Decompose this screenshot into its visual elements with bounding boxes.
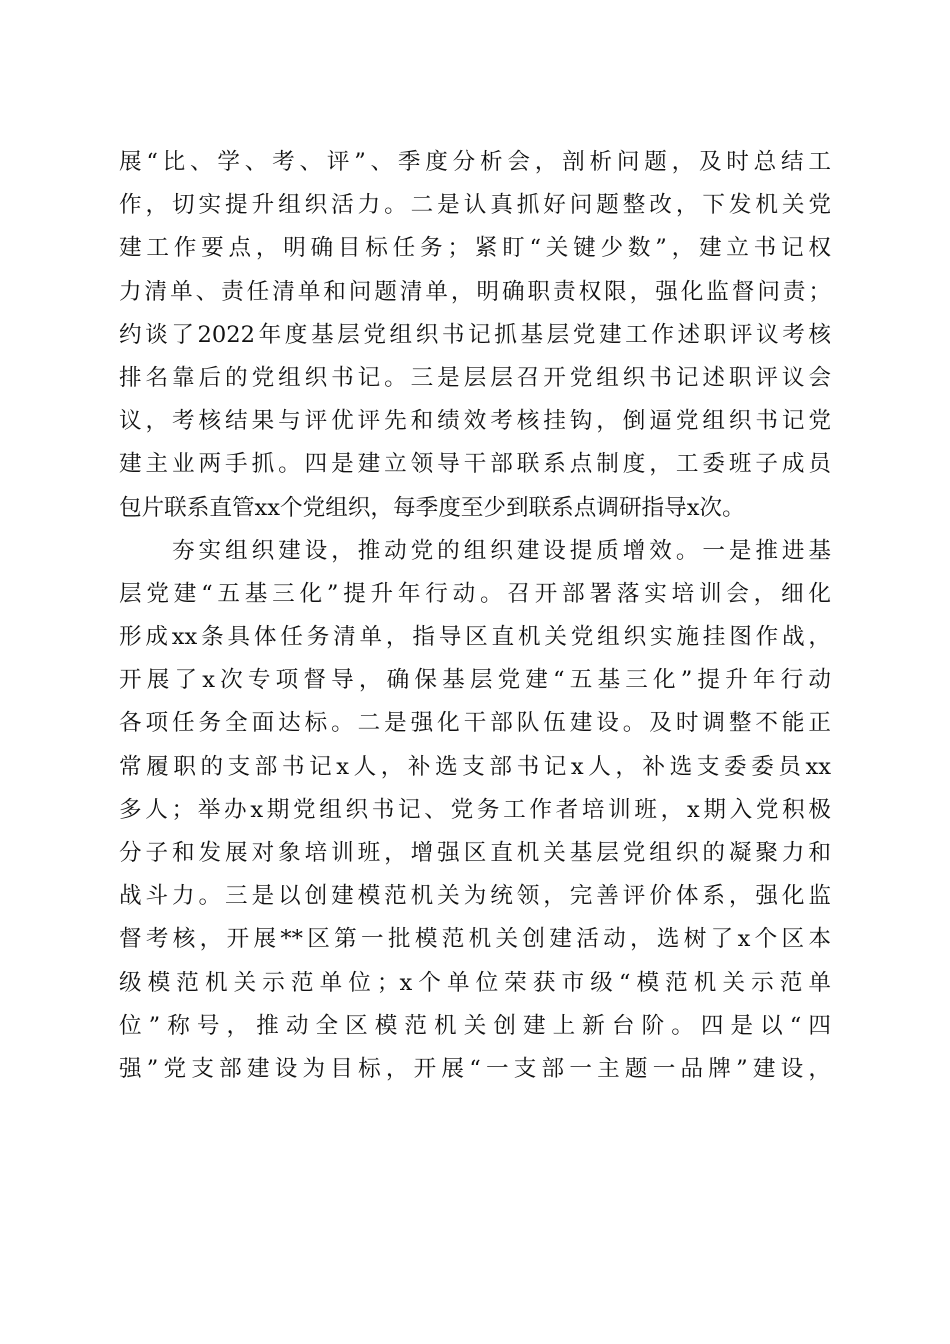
text-line: 夯实组织建设，推动党的组织建设提质增效。一是推进基 bbox=[119, 537, 831, 564]
text-line: 级模范机关示范单位；x个单位荣获市级“模范机关示范单 bbox=[119, 969, 831, 996]
text-line: 督考核，开展**区第一批模范机关创建活动，选树了x个区本 bbox=[119, 926, 831, 953]
text-line: 约谈了2022年度基层党组织书记抓基层党建工作述职评议考核 bbox=[119, 321, 831, 348]
text-line: 战斗力。三是以创建模范机关为统领，完善评价体系，强化监 bbox=[119, 883, 831, 910]
text-line: 各项任务全面达标。二是强化干部队伍建设。及时调整不能正 bbox=[119, 710, 831, 737]
text-line: 排名靠后的党组织书记。三是层层召开党组织书记述职评议会 bbox=[119, 364, 831, 391]
text-line: 常履职的支部书记x人，补选支部书记x人，补选支委委员xx bbox=[119, 753, 831, 780]
text-line: 层党建“五基三化”提升年行动。召开部署落实培训会，细化 bbox=[119, 580, 831, 607]
text-line: 展“比、学、考、评”、季度分析会，剖析问题，及时总结工 bbox=[119, 149, 831, 175]
text-line: 包片联系直管xx个党组织，每季度至少到联系点调研指导x次。 bbox=[119, 494, 745, 521]
text-line: 建主业两手抓。四是建立领导干部联系点制度，工委班子成员 bbox=[119, 451, 831, 478]
text-line: 力清单、责任清单和问题清单，明确职责权限，强化监督问责； bbox=[119, 278, 831, 305]
text-line: 开展了x次专项督导，确保基层党建“五基三化”提升年行动 bbox=[119, 667, 831, 694]
text-line: 议，考核结果与评优评先和绩效考核挂钩，倒逼党组织书记党 bbox=[119, 408, 831, 435]
text-line: 分子和发展对象培训班，增强区直机关基层党组织的凝聚力和 bbox=[119, 840, 831, 866]
text-line: 建工作要点，明确目标任务；紧盯“关键少数”，建立书记权 bbox=[119, 235, 831, 262]
paragraph-1 bbox=[119, 141, 831, 530]
text-line: 作，切实提升组织活力。二是认真抓好问题整改，下发机关党 bbox=[119, 192, 831, 219]
text-line: 位”称号，推动全区模范机关创建上新台阶。四是以“四 bbox=[119, 1012, 831, 1039]
text-line: 形成xx条具体任务清单，指导区直机关党组织实施挂图作战， bbox=[119, 624, 831, 651]
text-line: 多人；举办x期党组织书记、党务工作者培训班，x期入党积极 bbox=[119, 796, 831, 823]
document-body bbox=[119, 141, 831, 1091]
paragraph-2 bbox=[119, 530, 831, 1091]
text-line: 强”党支部建设为目标，开展“一支部一主题一品牌”建设， bbox=[119, 1055, 831, 1082]
